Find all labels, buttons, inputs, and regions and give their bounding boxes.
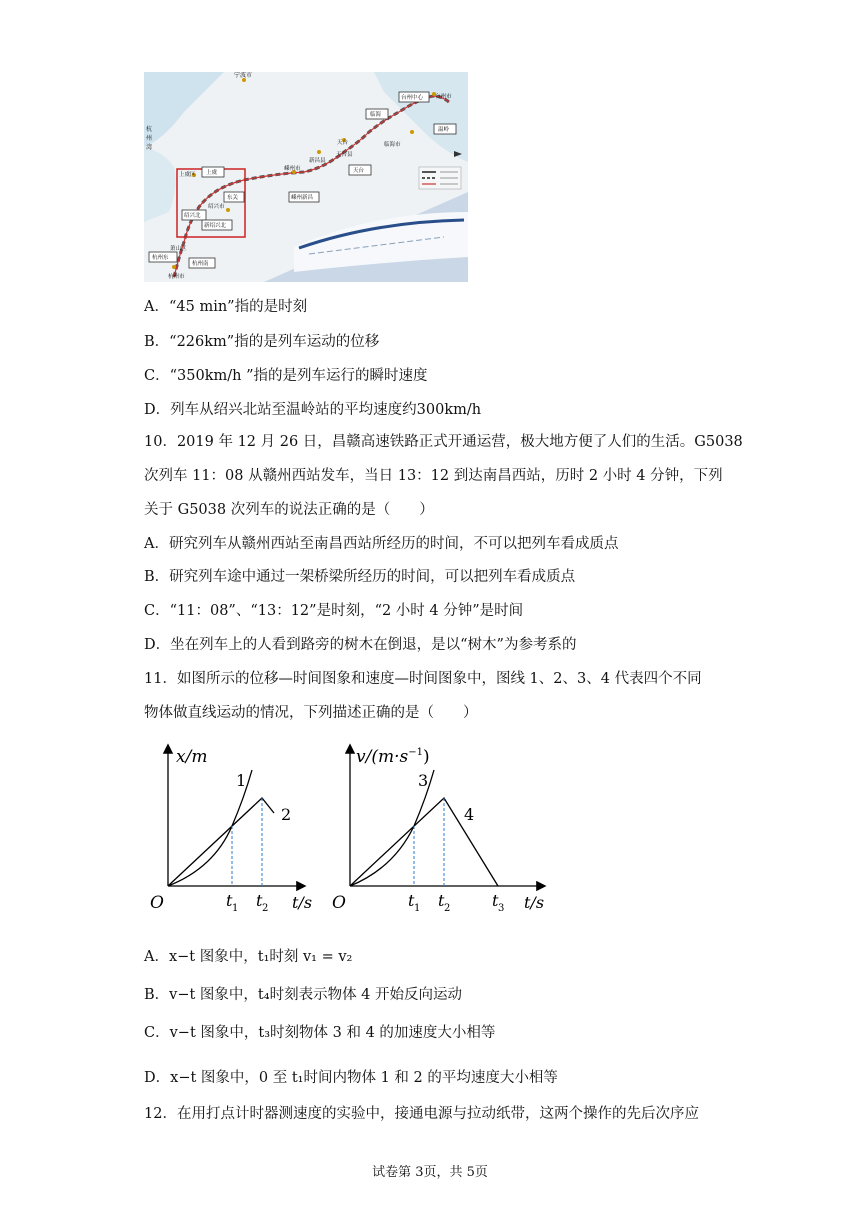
option-label: B． bbox=[144, 569, 170, 585]
map-label-hangzhou-east: 杭州东 bbox=[152, 255, 169, 261]
vt-t3-sub: 3 bbox=[498, 903, 505, 914]
option-text: “45 min”指的是时刻 bbox=[168, 299, 308, 315]
vt-ylabel-sup: −1 bbox=[408, 747, 423, 758]
option-text: v−t 图象中，t₄时刻表示物体 4 开始反向运动 bbox=[169, 987, 463, 1003]
xt-origin: O bbox=[150, 893, 164, 913]
q10-option-a bbox=[144, 534, 618, 554]
xt-t1-label: t bbox=[226, 891, 233, 910]
map-label-shangyu-station: 上虞 bbox=[206, 170, 218, 176]
map-label-xinchang: 新昌县 bbox=[309, 158, 326, 164]
page-footer: 试卷第 3页，共 5页 bbox=[372, 1165, 488, 1180]
xt-t2-sub: 2 bbox=[262, 903, 269, 914]
xt-line-2 bbox=[168, 798, 274, 886]
q9-option-d bbox=[144, 400, 481, 420]
map-label-hangzhou-bay: 杭州湾 bbox=[146, 126, 153, 151]
map-label-hangzhou-south: 杭州南 bbox=[192, 261, 209, 267]
q12-stem: 12．在用打点计时器测速度的实验中，接通电源与拉动纸带，这两个操作的先后次序应 bbox=[144, 1106, 699, 1122]
q11-stem-line-2: 物体做直线运动的情况，下列描述正确的是（ ） bbox=[144, 705, 478, 721]
vt-origin: O bbox=[332, 893, 346, 913]
option-label: B． bbox=[144, 987, 170, 1003]
option-text: v−t 图象中，t₃时刻物体 3 和 4 的加速度大小相等 bbox=[169, 1025, 496, 1041]
xt-line-2-label: 2 bbox=[281, 805, 292, 824]
vt-ylabel-main: v/(m·s bbox=[356, 747, 409, 767]
xt-graph bbox=[150, 746, 312, 914]
vt-xlabel: t/s bbox=[524, 893, 545, 912]
map-label-xiaoshan: 萧山区 bbox=[170, 246, 187, 252]
xt-t1-sub: 1 bbox=[232, 903, 239, 914]
map-label-dongguan: 东关 bbox=[227, 195, 239, 201]
map-label-shengzhou: 嵊州市 bbox=[284, 166, 301, 172]
option-text: x−t 图象中，0 至 t₁时间内物体 1 和 2 的平均速度大小相等 bbox=[170, 1070, 558, 1086]
map-label-shangyu: 上虞区 bbox=[179, 172, 196, 178]
option-text: 研究列车从赣州西站至南昌西站所经历的时间，不可以把列车看成质点 bbox=[168, 536, 619, 552]
option-label: C． bbox=[144, 603, 170, 619]
vt-t1-sub: 1 bbox=[414, 903, 421, 914]
option-text: x−t 图象中，t₁时刻 v₁ = v₂ bbox=[168, 949, 353, 965]
option-text: 坐在列车上的人看到路旁的树木在倒退，是以“树木”为参考系的 bbox=[170, 637, 577, 653]
vt-line-4 bbox=[350, 798, 498, 886]
q11-option-b bbox=[144, 985, 462, 1005]
option-label: D． bbox=[144, 637, 171, 653]
q10-stem-line-1: 10．2019 年 12 月 26 日，昌赣高速铁路正式开通运营，极大地方便了人们的生活。G5038 bbox=[144, 434, 743, 450]
q11-option-d bbox=[144, 1068, 558, 1088]
map-label-ningbo: 宁波市 bbox=[234, 72, 253, 79]
map-label-shaoxing: 绍兴市 bbox=[208, 204, 225, 210]
map-label-tiantai-station: 天台 bbox=[353, 168, 365, 174]
map-label-wenling: 温岭 bbox=[438, 127, 450, 133]
vt-t3-label: t bbox=[492, 891, 499, 910]
q11-stem-line-1: 11．如图所示的位移—时间图象和速度—时间图象中，图线 1、2、3、4 代表四个不同 bbox=[144, 671, 702, 687]
xt-ylabel: x/m bbox=[176, 747, 208, 767]
option-text: “226km”指的是列车运动的位移 bbox=[169, 334, 380, 350]
vt-ylabel bbox=[356, 747, 430, 767]
map-label-linhai: 临海 bbox=[370, 112, 382, 118]
map-label-taizhou: 台州市 bbox=[435, 94, 452, 100]
option-label: A． bbox=[144, 536, 169, 552]
xt-xlabel: t/s bbox=[292, 893, 313, 912]
q9-option-c bbox=[144, 366, 427, 386]
vt-line-4-label: 4 bbox=[464, 805, 475, 824]
map-label-hangzhou: 杭州市 bbox=[168, 274, 185, 280]
q10-stem-line-3: 关于 G5038 次列车的说法正确的是（ ） bbox=[144, 502, 434, 518]
option-label: A． bbox=[144, 299, 169, 315]
q11-option-a bbox=[144, 947, 352, 967]
map-label-tiantai: 天台 bbox=[337, 140, 349, 146]
q10-option-b bbox=[144, 567, 575, 587]
option-label: C． bbox=[144, 368, 170, 384]
vt-graph bbox=[332, 746, 544, 914]
option-text: “11：08”、“13：12”是时刻，“2 小时 4 分钟”是时间 bbox=[169, 603, 524, 619]
option-label: D． bbox=[144, 1070, 171, 1086]
map-label-linhai-city: 临海市 bbox=[384, 142, 401, 148]
option-label: A． bbox=[144, 949, 169, 965]
option-label: D． bbox=[144, 402, 171, 418]
xt-line-1-label: 1 bbox=[236, 771, 247, 790]
option-label: B． bbox=[144, 334, 170, 350]
vt-line-3-label: 3 bbox=[418, 771, 429, 790]
map-label-taizhou-center: 台州中心 bbox=[401, 95, 424, 101]
map-label-shengzhou-xinchang: 嵊州新昌 bbox=[291, 195, 314, 201]
railway-map bbox=[144, 72, 468, 282]
map-label-xinshaoxing-north: 新绍兴北 bbox=[204, 223, 227, 229]
vt-t1-label: t bbox=[408, 891, 415, 910]
vt-t2-label: t bbox=[438, 891, 445, 910]
vt-ylabel-end: ) bbox=[422, 747, 430, 767]
q10-option-d bbox=[144, 635, 576, 655]
q10-option-c bbox=[144, 601, 523, 621]
map-label-shaoxing-north: 绍兴北 bbox=[184, 213, 201, 219]
vt-t2-sub: 2 bbox=[444, 903, 451, 914]
q11-graphs bbox=[144, 738, 564, 918]
option-text: 研究列车途中通过一架桥梁所经历的时间，可以把列车看成质点 bbox=[169, 569, 576, 585]
q9-option-a bbox=[144, 297, 307, 317]
q10-stem-line-2: 次列车 11：08 从赣州西站发车，当日 13：12 到达南昌西站，历时 2 小时 4 分钟，下列 bbox=[144, 468, 723, 484]
q11-option-c bbox=[144, 1023, 495, 1043]
option-text: “350km/h ”指的是列车运行的瞬时速度 bbox=[169, 368, 428, 384]
map-label-tiantai-county: 天台县 bbox=[336, 152, 353, 158]
option-text: 列车从绍兴北站至温岭站的平均速度约300km/h bbox=[170, 402, 482, 418]
q9-option-b bbox=[144, 332, 379, 352]
xt-t2-label: t bbox=[256, 891, 263, 910]
option-label: C． bbox=[144, 1025, 170, 1041]
